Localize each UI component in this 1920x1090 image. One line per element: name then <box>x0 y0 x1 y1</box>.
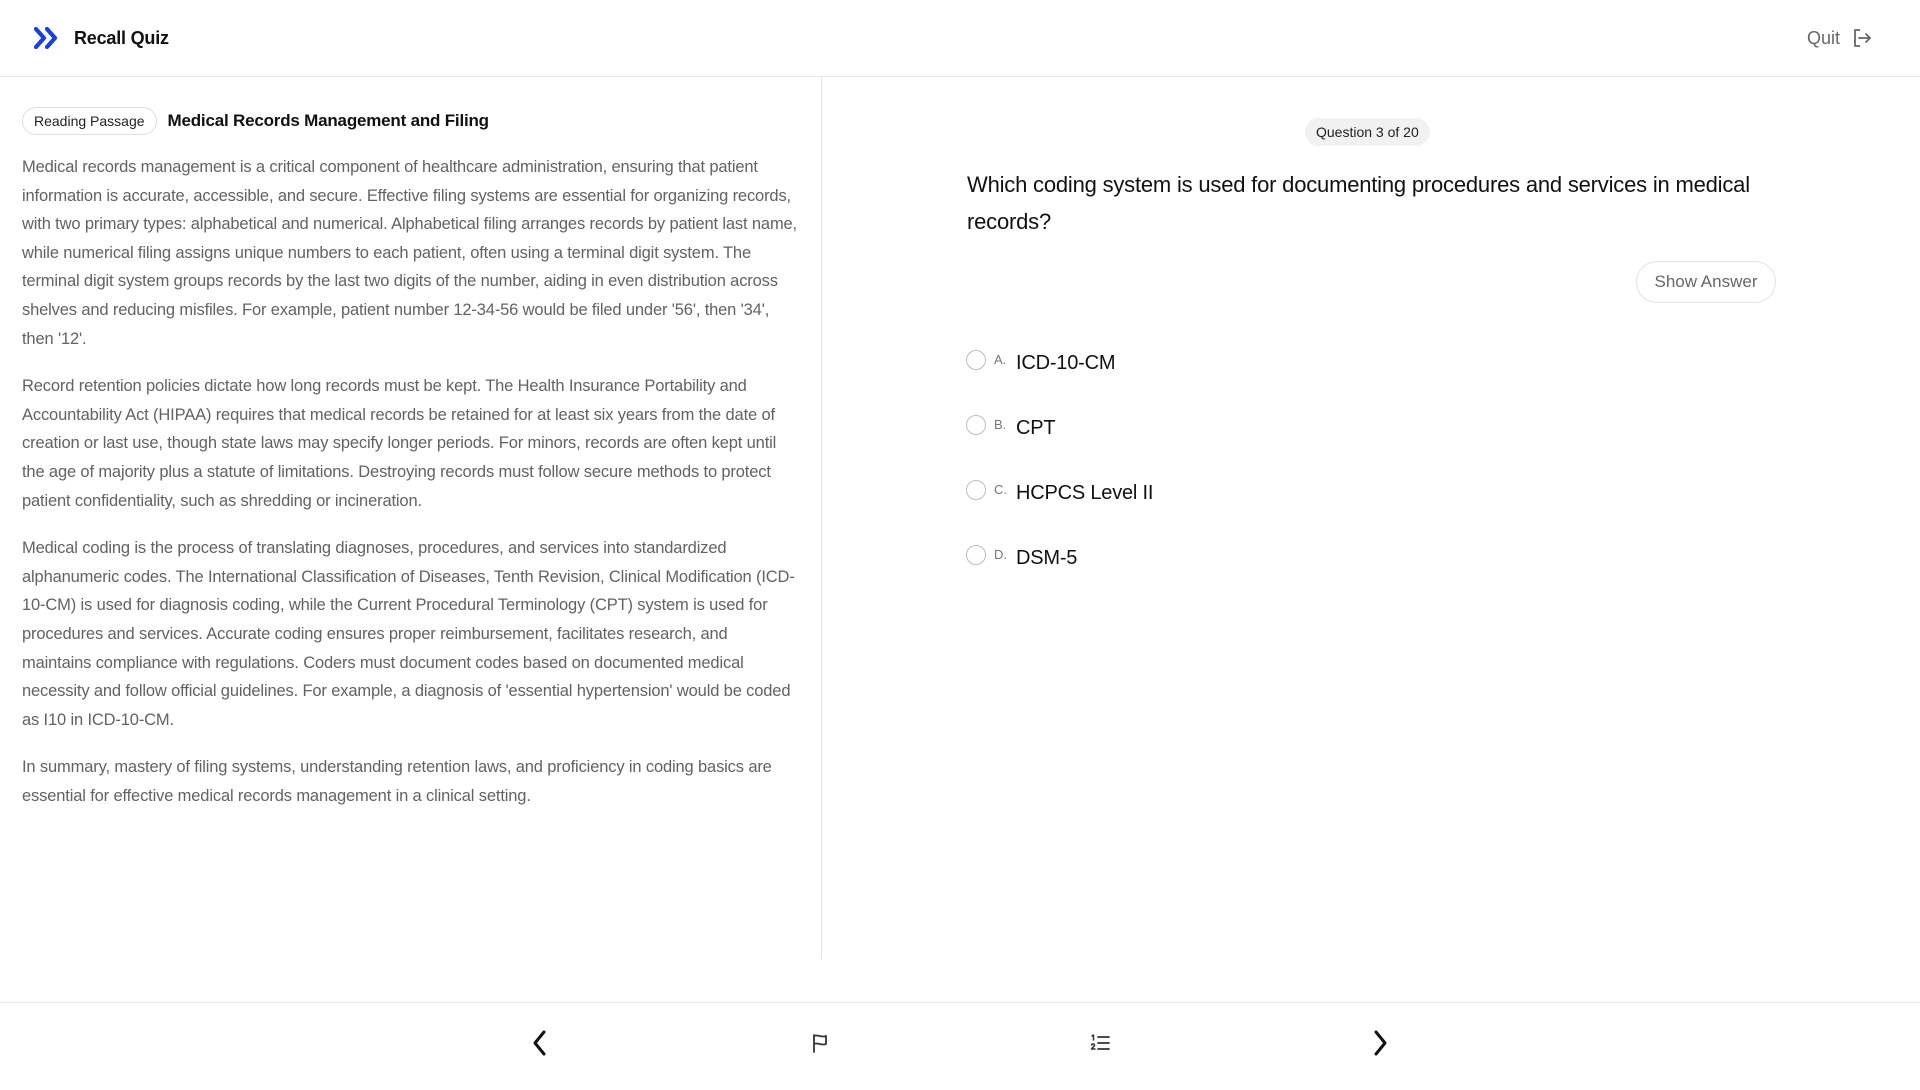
option-text: ICD-10-CM <box>1016 352 1116 374</box>
show-answer-button[interactable]: Show Answer <box>1636 261 1776 303</box>
passage-paragraph: Medical coding is the process of translating diagnoses, procedures, and services into standardized alphanumeric codes. The International Classification of Diseases, Tenth Revision, Clinical Modification (ICD-10-CM) is used for diagnosis coding, while the Current Procedural Terminology (CPT) system is used for procedures and services. Accurate coding ensures proper reimbursement, facilitates research, and maintains compliance with regulations. Coders must document codes based on documented medical necessity and follow official guidelines. For example, a diagnosis of 'essential hypertension' would be coded as I10 in ICD-10-CM. <box>22 539 795 729</box>
passage-paragraph: In summary, mastery of filing systems, understanding retention laws, and proficiency in coding basics are essential for effective medical records management in a clinical setting. <box>22 758 772 805</box>
top-bar <box>0 0 1920 77</box>
quit-button[interactable] <box>1807 26 1874 50</box>
list-numbered-icon <box>1089 1032 1111 1054</box>
radio-button[interactable] <box>966 415 986 435</box>
radio-button[interactable] <box>966 545 986 565</box>
option-text: CPT <box>1016 417 1056 439</box>
option-text: HCPCS Level II <box>1016 482 1154 504</box>
question-counter: Question 3 of 20 <box>1305 118 1430 146</box>
option-a[interactable] <box>966 331 1153 396</box>
radio-button[interactable] <box>966 350 986 370</box>
bottom-navigation <box>0 1002 1920 1090</box>
flag-icon <box>810 1032 830 1054</box>
brand <box>34 27 169 49</box>
next-question-button[interactable] <box>1362 1025 1398 1061</box>
option-letter: B. <box>994 417 1007 432</box>
option-text: DSM-5 <box>1016 547 1078 569</box>
option-letter: C. <box>994 482 1007 497</box>
passage-header <box>22 107 799 135</box>
passage-paragraph: Medical records management is a critical component of healthcare administration, ensuring that patient information is accurate, accessible, and secure. Effective filing systems are essential for organizing records, with two primary types: alphabetical and numerical. Alphabetical filing arranges records by patient last name, while numerical filing assigns unique numbers to each patient, often using a terminal digit system. The terminal digit system groups records by the last two digits of the number, aiding in even distribution across shelves and reducing misfiles. For example, patient number 12-34-56 would be filed under '56', then '34', then '12'. <box>22 158 797 348</box>
question-panel <box>823 77 1920 959</box>
passage-title: Medical Records Management and Filing <box>167 111 489 130</box>
logout-icon <box>1850 26 1874 50</box>
chevron-right-icon <box>1370 1029 1390 1057</box>
reading-passage-badge: Reading Passage <box>22 107 157 135</box>
flag-question-button[interactable] <box>802 1025 838 1061</box>
previous-question-button[interactable] <box>522 1025 558 1061</box>
reading-passage-panel <box>0 77 822 959</box>
option-b[interactable] <box>966 396 1153 461</box>
app-title: Recall Quiz <box>74 27 169 48</box>
quit-label: Quit <box>1806 27 1840 48</box>
radio-button[interactable] <box>966 480 986 500</box>
chevron-left-icon <box>530 1029 550 1057</box>
passage-paragraph: Record retention policies dictate how long records must be kept. The Health Insurance Portability and Accountability Act (HIPAA) requires that medical records be retained for at least six years from the date of creation or last use, though state laws may specify longer periods. For minors, records are often kept until the age of majority plus a statute of limitations. Destroying records must follow secure methods to protect patient confidentiality, such as shredding or incineration. <box>22 377 777 510</box>
question-list-button[interactable] <box>1082 1025 1118 1061</box>
option-letter: D. <box>994 547 1007 562</box>
option-c[interactable] <box>966 461 1153 526</box>
answer-options <box>966 331 1153 591</box>
option-letter: A. <box>994 352 1007 367</box>
double-chevron-logo-icon <box>34 27 60 49</box>
option-d[interactable] <box>966 526 1153 591</box>
question-text: Which coding system is used for documenting procedures and services in medical records? <box>967 172 1750 234</box>
